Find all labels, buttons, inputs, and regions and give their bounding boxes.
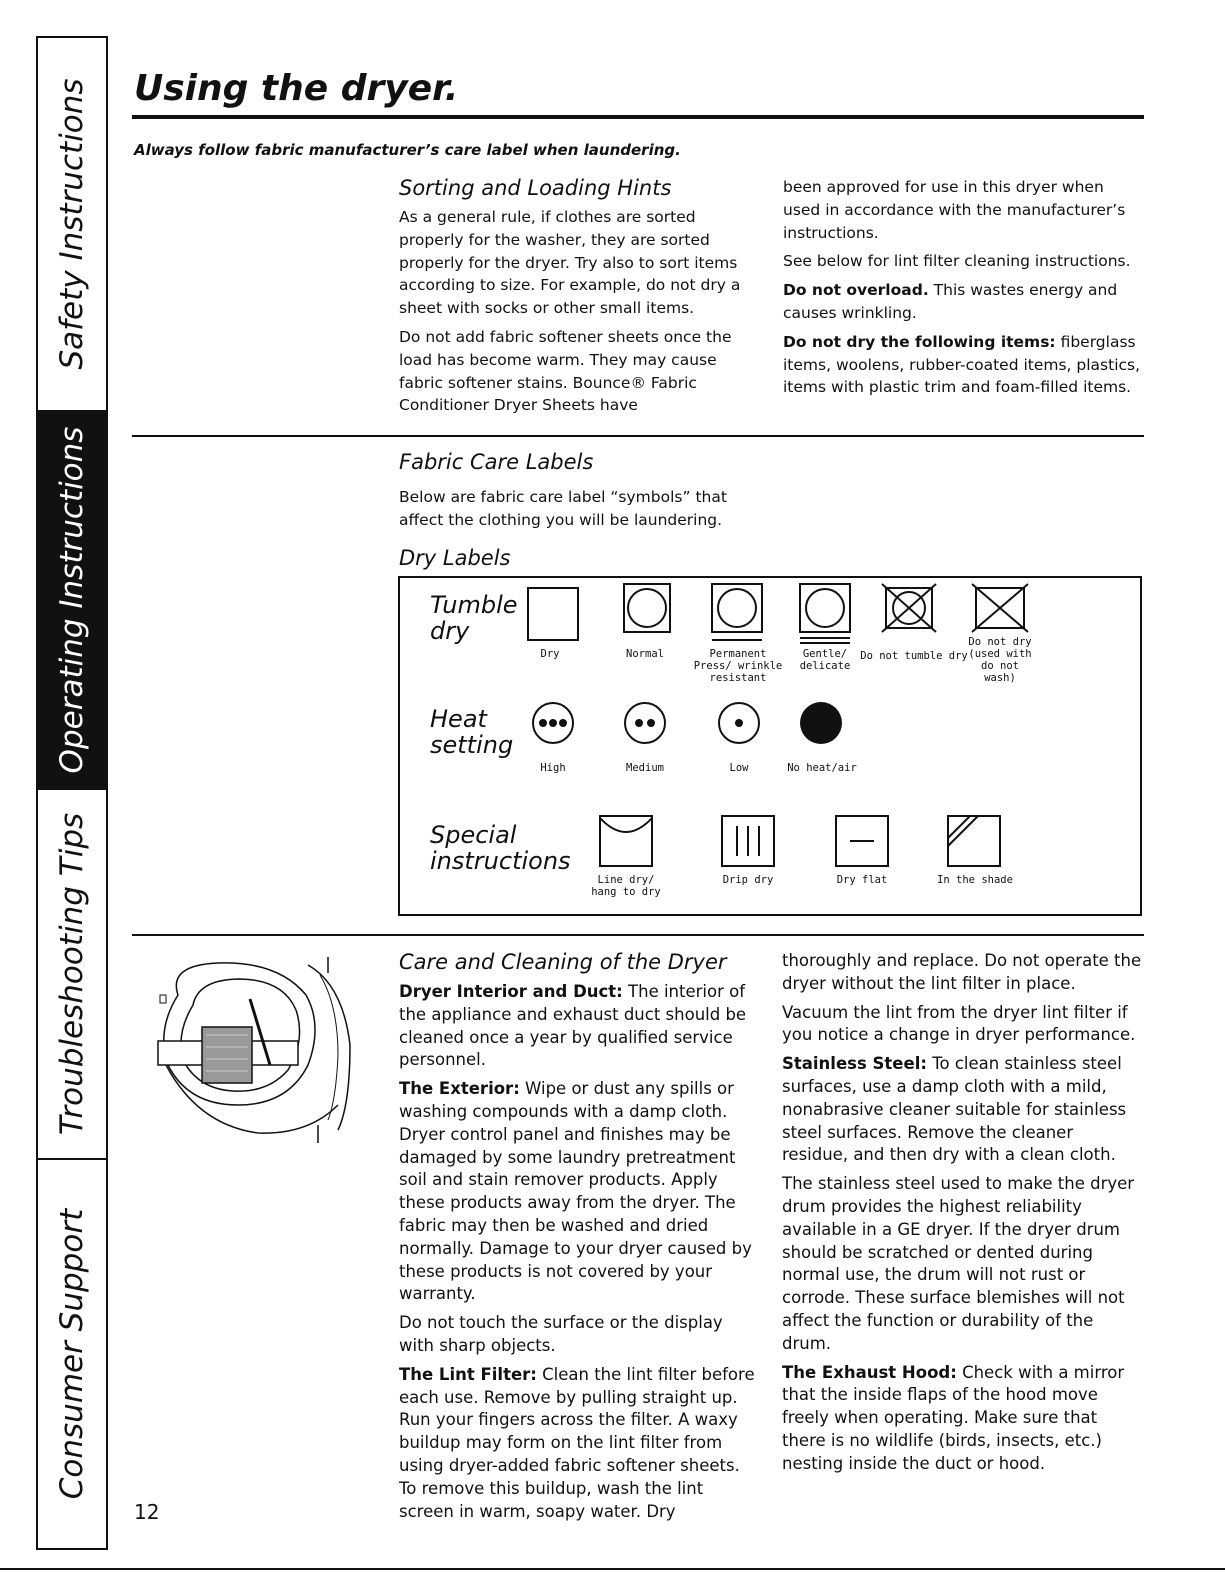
care-interior (399, 981, 761, 1072)
heat-medium-icon (622, 700, 668, 746)
care-hood-text: Check with a mirror that the inside flaps of the hood move freely when operating. Make sure that there is no wildlife (birds, insects, etc.) nesting inside the duct or hood. (782, 1362, 1125, 1473)
sorting-p4: See below for lint filter cleaning instructions. (783, 252, 1131, 271)
special-label-line2: instructions (430, 847, 571, 875)
tab-consumer-support[interactable] (38, 1160, 106, 1548)
lead-text: Always follow fabric manufacturer’s care label when laundering. (134, 141, 681, 159)
care-column-right (782, 950, 1144, 1482)
care-interior-bold: Dryer Interior and Duct: (399, 982, 623, 1001)
heat-none-icon (798, 700, 844, 746)
tumble-dry-icon (526, 586, 580, 642)
sorting-column-right (783, 176, 1145, 405)
special-label-line1: Special (430, 821, 517, 849)
in-the-shade-icon (946, 814, 1002, 868)
sorting-p5-bold: Do not overload. (783, 281, 929, 300)
caption-do-not-tumble-dry: Do not tumble dry (860, 650, 968, 662)
line-dry-icon (598, 814, 654, 868)
fabric-care-intro-block (399, 486, 759, 538)
caption-in-the-shade: In the shade (937, 874, 1013, 886)
sorting-p6-bold: Do not dry the following items: (783, 332, 1056, 351)
dry-labels-heading: Dry Labels (399, 546, 511, 570)
care-lint-text: Clean the lint filter before each use. Remove by pulling straight up. Run your fingers across the filter. A waxy buildup may form on the lint filter from using dryer-added fabric softener sheets. To remove this buildup, wash the lint screen in warm, soapy water. Dry (399, 1364, 755, 1521)
tab-label: Consumer Support (54, 1208, 90, 1500)
do-not-dry-icon (970, 582, 1030, 634)
care-hood (782, 1362, 1144, 1476)
care-cleaning-heading: Care and Cleaning of the Dryer (399, 950, 727, 974)
tumble-label-line1: Tumble (430, 591, 518, 619)
caption-line-dry: Line dry/ hang to dry (591, 874, 661, 898)
section-rule-1 (132, 435, 1144, 437)
drip-dry-icon (720, 814, 776, 868)
care-lint-cont: thoroughly and replace. Do not operate the dryer without the lint filter in place. (782, 951, 1142, 993)
caption-gentle: Gentle/ delicate (799, 648, 851, 672)
fabric-care-heading: Fabric Care Labels (399, 450, 594, 474)
care-lint (399, 1364, 761, 1524)
sorting-p5-text: This wastes energy and causes wrinkling. (783, 281, 1118, 322)
sorting-heading: Sorting and Loading Hints (399, 176, 672, 200)
care-display: Do not touch the surface or the display with sharp objects. (399, 1313, 723, 1355)
care-exterior-bold: The Exterior: (399, 1079, 520, 1099)
sorting-column-left (399, 206, 759, 423)
heat-setting-label (430, 706, 513, 758)
care-exterior-text: Wipe or dust any spills or washing compounds with a damp cloth. Dryer control panel and finishes may be damaged by some laundry pretreatment soil and stain remover products. Apply these products away from the dryer. The fabric may then be washed and dried normally. Damage to your dryer caused by these products is not covered by your warranty. (399, 1079, 752, 1304)
page-title: Using the dryer. (134, 68, 459, 109)
care-exterior (399, 1078, 761, 1306)
tumble-gentle-icon (798, 582, 852, 646)
tab-label: Operating Instructions (54, 426, 90, 774)
heat-label-line1: Heat (430, 705, 487, 733)
sorting-p1: As a general rule, if clothes are sorted properly for the washer, they are sorted properly for the dryer. Try also to sort items according to size. For example, do not dry a sheet with socks or other small items. (399, 208, 741, 318)
sorting-p6-text: fiberglass items, woolens, rubber-coated items, plastics, items with plastic trim and foam-filled items. (783, 332, 1141, 397)
dry-labels-box (398, 576, 1142, 916)
caption-normal: Normal (626, 648, 664, 660)
sidebar-nav (36, 36, 108, 1550)
caption-dry-flat: Dry flat (836, 874, 888, 886)
page-bottom-rule (0, 1568, 1225, 1570)
special-instructions-label (430, 822, 571, 874)
care-column-left (399, 981, 761, 1529)
caption-permanent-press: Permanent Press/ wrinkle resistant (693, 648, 783, 684)
tumble-dry-label (430, 592, 518, 644)
dryer-lint-filter-illustration (138, 955, 353, 1145)
tab-troubleshooting-tips[interactable] (38, 790, 106, 1160)
heat-label-line2: setting (430, 731, 514, 759)
caption-dry: Dry (540, 648, 560, 660)
tab-operating-instructions[interactable] (38, 412, 106, 790)
care-vacuum: Vacuum the lint from the dryer lint filter if you notice a change in dryer performance. (782, 1002, 1136, 1045)
care-steel-bold: Stainless Steel: (782, 1054, 927, 1074)
caption-medium: Medium (626, 762, 664, 774)
caption-do-not-dry: Do not dry (used with do not wash) (968, 636, 1032, 684)
section-rule-2 (132, 934, 1144, 936)
caption-no-heat: No heat/air (787, 762, 857, 774)
care-hood-bold: The Exhaust Hood: (782, 1362, 957, 1382)
sorting-p5 (783, 279, 1145, 325)
heat-high-icon (530, 700, 576, 746)
tab-label: Troubleshooting Tips (54, 812, 90, 1136)
heat-low-icon (716, 700, 762, 746)
page-number: 12 (134, 1500, 160, 1524)
title-rule (132, 115, 1144, 119)
caption-drip-dry: Drip dry (722, 874, 774, 886)
dry-flat-icon (834, 814, 890, 868)
tab-label: Safety Instructions (54, 78, 90, 370)
care-steel-text: To clean stainless steel surfaces, use a damp cloth with a mild, nonabrasive cleaner suitable for stainless steel surfaces. Remove the cleaner residue, and then dry with a clean cloth. (782, 1054, 1127, 1165)
care-steel2: The stainless steel used to make the dryer drum provides the highest reliability available in a GE dryer. If the dryer drum should be scratched or dented during normal use, the drum will not rust or corrode. These surface blemishes will not affect the function or durability of the drum. (782, 1174, 1135, 1353)
care-interior-text: The interior of the appliance and exhaust duct should be cleaned once a year by qualified service personnel. (399, 982, 747, 1070)
tumble-permanent-press-icon (710, 582, 764, 642)
tumble-label-line2: dry (430, 617, 470, 645)
sorting-p2: Do not add fabric softener sheets once the load has become warm. They may cause fabric softener stains. Bounce® Fabric Conditioner Dryer Sheets have (399, 327, 732, 415)
do-not-tumble-dry-icon (880, 582, 938, 634)
caption-low: Low (729, 762, 749, 774)
caption-high: High (540, 762, 566, 774)
tumble-normal-icon (622, 582, 672, 634)
care-lint-bold: The Lint Filter: (399, 1364, 537, 1384)
care-steel (782, 1053, 1144, 1167)
tab-safety-instructions[interactable] (38, 38, 106, 412)
sorting-p3: been approved for use in this dryer when used in accordance with the manufacturer’s instructions. (783, 178, 1126, 242)
sorting-p6 (783, 331, 1145, 399)
fabric-care-intro: Below are fabric care label “symbols” that affect the clothing you will be laundering. (399, 488, 727, 529)
